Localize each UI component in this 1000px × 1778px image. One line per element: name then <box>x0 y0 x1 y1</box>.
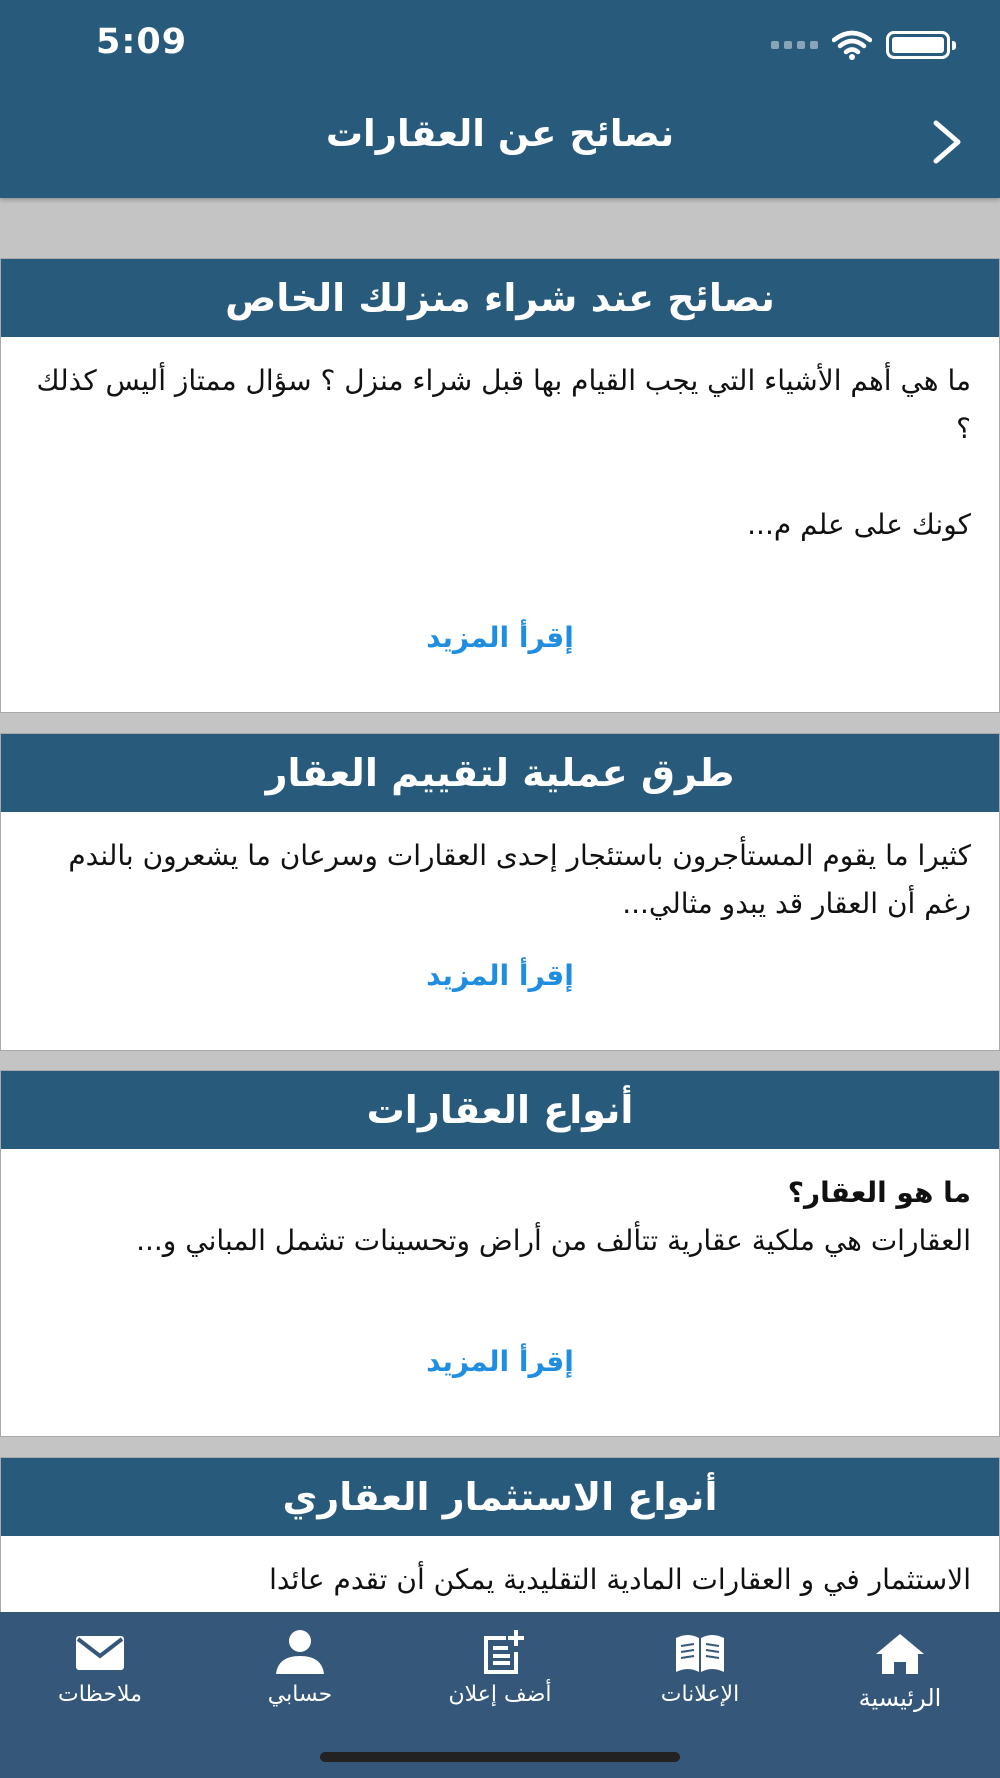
tip-card[interactable] <box>0 258 1000 713</box>
card-title: أنواع الاستثمار العقاري <box>1 1458 999 1536</box>
status-icons <box>771 30 950 60</box>
card-title: أنواع العقارات <box>1 1071 999 1149</box>
chevron-right-icon <box>930 119 964 165</box>
read-more-link[interactable]: إقرأ المزيد <box>426 621 574 654</box>
tip-card[interactable] <box>0 1457 1000 1612</box>
tab-home[interactable] <box>800 1630 1000 1720</box>
wifi-icon <box>832 30 872 60</box>
card-excerpt: ما هو العقار؟ العقارات هي ملكية عقارية تتألف من أراض وتحسينات تشمل المباني و... <box>136 1176 971 1257</box>
card-excerpt: الاستثمار في و العقارات المادية التقليدية يمكن أن تقدم عائدا <box>269 1563 971 1596</box>
tab-account[interactable] <box>200 1628 400 1718</box>
tab-label: الرئيسية <box>858 1684 942 1712</box>
page-title: نصائح عن العقارات <box>325 112 675 155</box>
signal-icon <box>771 41 818 49</box>
book-icon <box>672 1628 728 1676</box>
person-icon <box>272 1628 328 1676</box>
tab-ads[interactable] <box>600 1628 800 1718</box>
battery-icon <box>886 31 950 59</box>
tab-bar <box>0 1612 1000 1778</box>
add-note-icon <box>472 1628 528 1676</box>
app-header <box>0 0 1000 198</box>
card-excerpt: كثيرا ما يقوم المستأجرون باستئجار إحدى العقارات وسرعان ما يشعرون بالندم رغم أن العقار قد يبدو مثالي... <box>68 839 971 920</box>
tip-card[interactable] <box>0 733 1000 1051</box>
card-title: نصائح عند شراء منزلك الخاص <box>1 259 999 337</box>
tab-label: حسابي <box>267 1682 333 1707</box>
tab-notes[interactable] <box>0 1628 200 1718</box>
card-excerpt: ما هي أهم الأشياء التي يجب القيام بها قبل شراء منزل ؟ سؤال ممتاز أليس كذلك ؟ كونك على علم م... <box>36 364 971 541</box>
read-more-link[interactable]: إقرأ المزيد <box>426 1345 574 1378</box>
card-title: طرق عملية لتقييم العقار <box>1 734 999 812</box>
tab-label: ملاحظات <box>58 1682 142 1707</box>
back-button[interactable] <box>922 112 972 172</box>
home-icon <box>872 1630 928 1678</box>
mail-icon <box>72 1628 128 1676</box>
tip-card[interactable] <box>0 1070 1000 1437</box>
home-indicator <box>320 1752 680 1762</box>
read-more-link[interactable]: إقرأ المزيد <box>426 959 574 992</box>
tab-add-ad[interactable] <box>400 1628 600 1718</box>
tab-label: الإعلانات <box>660 1682 740 1707</box>
status-time: 5:09 <box>96 22 188 62</box>
tips-list[interactable] <box>0 198 1000 1612</box>
tab-label: أضف إعلان <box>448 1682 552 1707</box>
